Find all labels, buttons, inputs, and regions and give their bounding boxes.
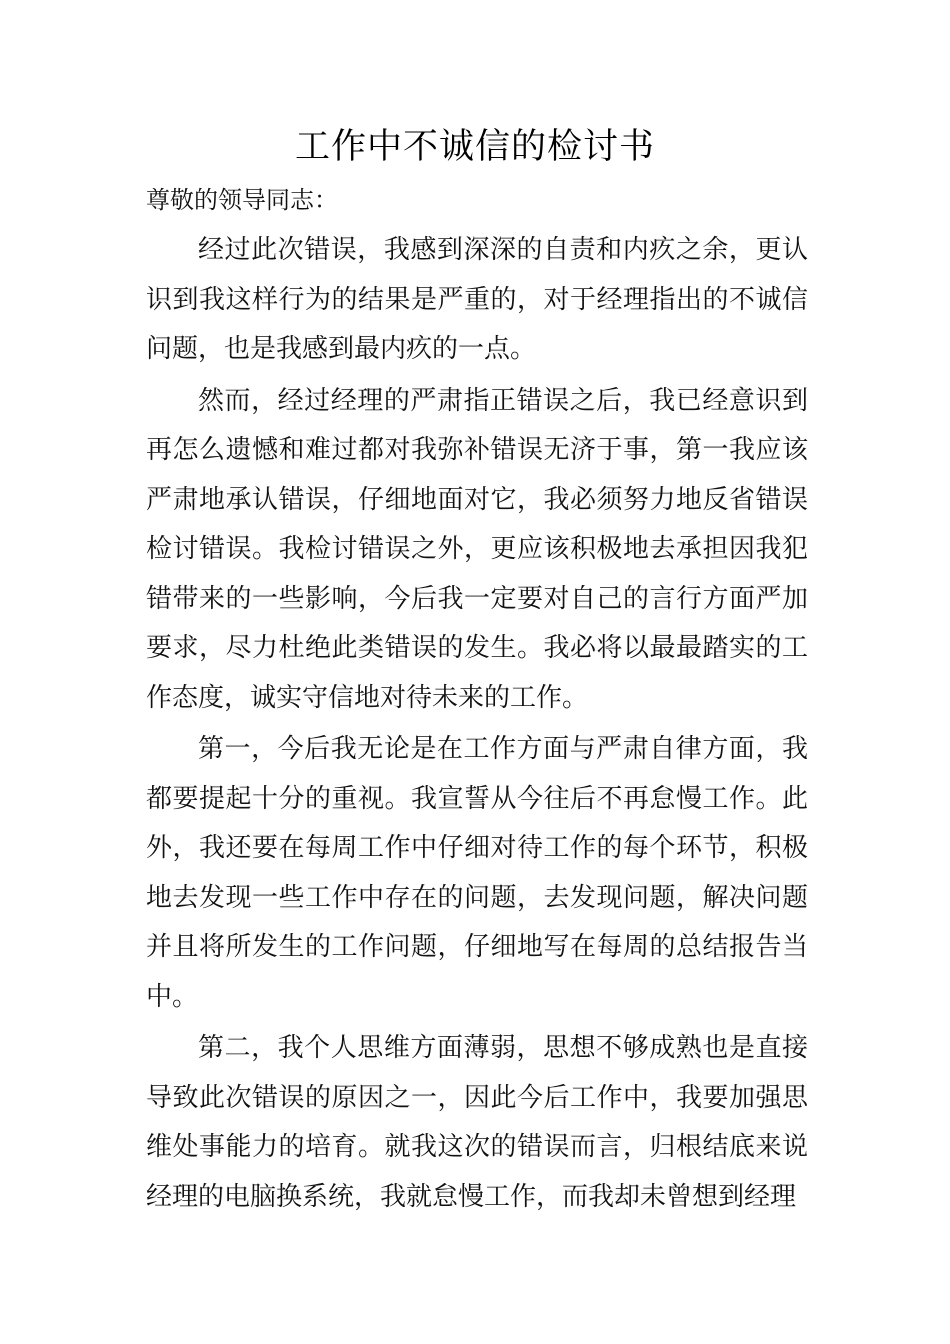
document-body (146, 226, 808, 1222)
paragraph-2: 然而，经过经理的严肃指正错误之后，我已经意识到再怎么遗憾和难过都对我弥补错误无济于事，第一我应该严肃地承认错误，仔细地面对它，我必须努力地反省错误检讨错误。我检讨错误之外，更应该积极地去承担因我犯错带来的一些影响，今后我一定要对自己的言行方面严加要求，尽力杜绝此类错误的发生。我必将以最最踏实的工作态度，诚实守信地对待未来的工作。 (146, 385, 808, 713)
salutation: 尊敬的领导同志： (146, 186, 338, 214)
document-title: 工作中不诚信的检讨书 (294, 127, 655, 167)
paragraph-4: 第二，我个人思维方面薄弱，思想不够成熟也是直接导致此次错误的原因之一，因此今后工作中，我要加强思维处事能力的培育。就我这次的错误而言，归根结底来说经理的电脑换系统，我就怠慢工作，而我却未曾想到经理 (146, 1033, 808, 1212)
paragraph-3: 第一，今后我无论是在工作方面与严肃自律方面，我都要提起十分的重视。我宣誓从今往后不再怠慢工作。此外，我还要在每周工作中仔细对待工作的每个环节，积极地去发现一些工作中存在的问题，去发现问题，解决问题并且将所发生的工作问题，仔细地写在每周的总结报告当中。 (146, 734, 808, 1012)
paragraph-1: 经过此次错误，我感到深深的自责和内疚之余，更认识到我这样行为的结果是严重的，对于经理指出的不诚信问题，也是我感到最内疚的一点。 (146, 235, 808, 364)
